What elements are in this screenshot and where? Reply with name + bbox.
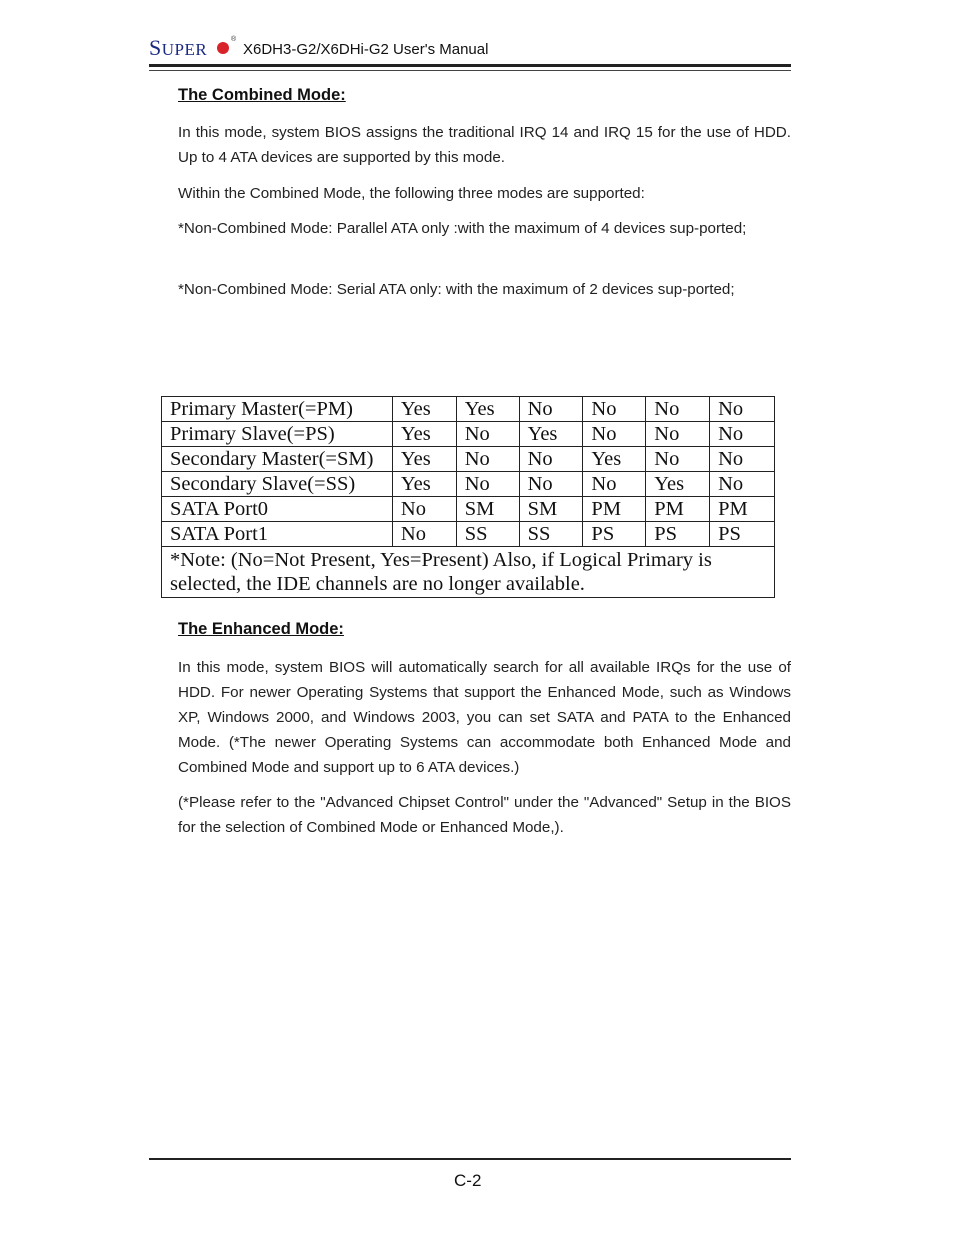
- combined-paragraph-2: Within the Combined Mode, the following three modes are supported:: [178, 185, 645, 202]
- combined-paragraph-3: *Non-Combined Mode: Parallel ATA only :with the maximum of 4 devices sup-ported;: [178, 220, 747, 237]
- ata-modes-table: [161, 396, 775, 598]
- logo-letters-uper: UPER: [161, 40, 208, 59]
- table-cell: SM: [456, 497, 519, 522]
- combined-mode-heading: The Combined Mode:: [178, 86, 346, 104]
- footer-rule: [149, 1158, 791, 1160]
- combined-text: [178, 120, 791, 170]
- enhanced-text-2: [178, 790, 791, 840]
- table-cell: PS: [646, 522, 710, 547]
- enhanced-mode-heading: The Enhanced Mode:: [178, 620, 344, 638]
- combined-mode-section: [178, 86, 791, 105]
- enhanced-paragraph-2: (*Please refer to the "Advanced Chipset Control" under the "Advanced" Setup in the BIOS for the selection of Combined Mode or Enhanced Mode,).: [178, 794, 791, 836]
- table-cell: Yes: [519, 422, 583, 447]
- table-row-label: Secondary Slave(=SS): [162, 472, 393, 497]
- table-cell: SS: [456, 522, 519, 547]
- table-cell: No: [392, 522, 456, 547]
- table-row-label: Primary Slave(=PS): [162, 422, 393, 447]
- header-rule: [149, 64, 791, 67]
- table-row: [162, 472, 775, 497]
- table-cell: Yes: [392, 472, 456, 497]
- table-cell: Yes: [392, 397, 456, 422]
- enhanced-paragraph-1: In this mode, system BIOS will automatically search for all available IRQs for the use of HDD. For newer Operating Systems that support the Enhanced Mode, such as Windows XP, Windows 2000, and Windows 2003, you can set SATA and PATA to the Enhanced Mode. (*The newer Operating Systems can accommodate both Enhanced Mode and Combined Mode and support up to 6 ATA devices.): [178, 659, 791, 776]
- combined-text-4: [178, 277, 791, 302]
- table-row: [162, 422, 775, 447]
- table-cell: No: [519, 447, 583, 472]
- table-cell: No: [456, 447, 519, 472]
- table-cell: No: [646, 397, 710, 422]
- table-cell: No: [583, 397, 646, 422]
- table-cell: No: [710, 397, 775, 422]
- table-cell: No: [710, 447, 775, 472]
- table-cell: PS: [583, 522, 646, 547]
- combined-paragraph-1: In this mode, system BIOS assigns the traditional IRQ 14 and IRQ 15 for the use of HDD. Up to 4 ATA devices are supported by this mode.: [178, 124, 791, 166]
- table-cell: SS: [519, 522, 583, 547]
- table-cell: No: [583, 422, 646, 447]
- table-note: *Note: (No=Not Present, Yes=Present) Also, if Logical Primary is selected, the IDE channels are no longer available.: [162, 547, 775, 598]
- table-row-label: Secondary Master(=SM): [162, 447, 393, 472]
- table-cell: No: [456, 422, 519, 447]
- table-row-label: Primary Master(=PM): [162, 397, 393, 422]
- table-cell: Yes: [646, 472, 710, 497]
- enhanced-mode-section: [178, 620, 791, 639]
- table-row: [162, 447, 775, 472]
- manual-title: X6DH3-G2/X6DHi-G2 User's Manual: [243, 41, 489, 58]
- table-cell: No: [646, 422, 710, 447]
- table-cell: No: [519, 472, 583, 497]
- table-note-row: [162, 547, 775, 598]
- table-cell: No: [710, 422, 775, 447]
- table-row-label: SATA Port0: [162, 497, 393, 522]
- table-cell: No: [519, 397, 583, 422]
- table-cell: Yes: [392, 447, 456, 472]
- registered-mark-icon: ®: [231, 36, 237, 43]
- table-cell: No: [456, 472, 519, 497]
- supermicro-logo: [149, 36, 207, 62]
- table-cell: PM: [583, 497, 646, 522]
- logo-red-dot-icon: [217, 42, 229, 54]
- table-row: [162, 522, 775, 547]
- table-cell: No: [583, 472, 646, 497]
- table-cell: SM: [519, 497, 583, 522]
- combined-paragraph-4: *Non-Combined Mode: Serial ATA only: with the maximum of 2 devices sup-ported;: [178, 281, 735, 298]
- table-row: [162, 497, 775, 522]
- table-cell: No: [392, 497, 456, 522]
- page-number: C-2: [454, 1171, 482, 1190]
- table-cell: PS: [710, 522, 775, 547]
- table-cell: Yes: [392, 422, 456, 447]
- header-rule-thin: [149, 70, 791, 71]
- table-cell: Yes: [583, 447, 646, 472]
- table-cell: No: [710, 472, 775, 497]
- combined-text-3: [178, 216, 791, 241]
- logo-letter-s: S: [149, 35, 162, 60]
- table-cell: No: [646, 447, 710, 472]
- table-row: [162, 397, 775, 422]
- enhanced-text: [178, 655, 791, 780]
- table-cell: Yes: [456, 397, 519, 422]
- table-cell: PM: [646, 497, 710, 522]
- table-cell: PM: [710, 497, 775, 522]
- table-row-label: SATA Port1: [162, 522, 393, 547]
- combined-text-2: [178, 181, 791, 206]
